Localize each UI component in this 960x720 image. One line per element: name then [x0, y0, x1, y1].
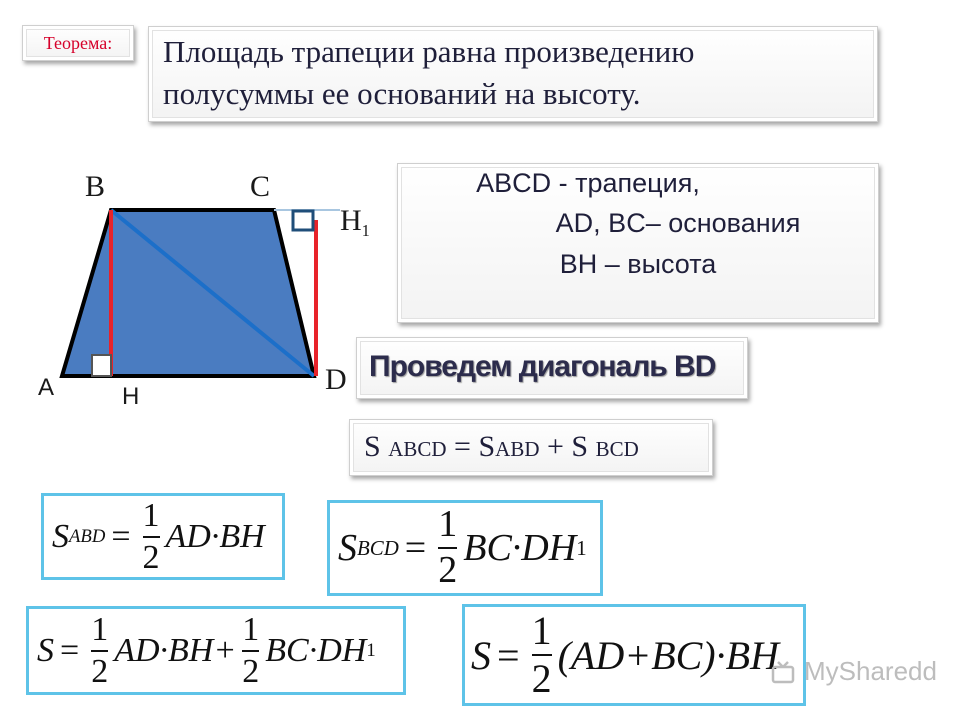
f2-num: 1 — [438, 503, 458, 546]
f1-num: 1 — [142, 496, 160, 534]
f3-num-2: 1 — [242, 610, 260, 648]
given-line-2: AD, BC– основания — [555, 208, 801, 238]
sum-s1: S — [364, 430, 381, 463]
f3-lhs: S — [37, 631, 54, 669]
f4-rhs: (AD+BC)·BH — [557, 632, 779, 678]
f4-fraction — [532, 610, 552, 700]
sum-s3: S — [571, 430, 589, 463]
f3-fraction-1 — [91, 612, 108, 689]
vertex-a-label: A — [38, 374, 55, 401]
f3-bar-1 — [91, 650, 108, 652]
watermark-text: MySharedd — [804, 656, 937, 686]
f1-lhs-sub: ABD — [69, 525, 106, 547]
right-angle-mark-h1 — [293, 211, 313, 230]
mysharedd-logo-icon — [770, 659, 796, 685]
sum-s1-sub: ABCD — [388, 437, 447, 461]
trapezoid-shape — [62, 210, 314, 376]
f1-bar — [143, 536, 160, 538]
sum-eq: = — [454, 430, 471, 463]
f4-den: 2 — [531, 656, 552, 701]
f2-rhs: BC·DH — [463, 527, 577, 569]
sum-s2: S — [478, 430, 496, 463]
theorem-line-1: Площадь трапеции равна произведению — [163, 34, 695, 69]
f2-eq: = — [404, 527, 427, 569]
formula-s-bcd — [327, 500, 603, 596]
f4-num: 1 — [531, 608, 552, 653]
sum-s3-sub: BCD — [595, 437, 639, 461]
sum-plus: + — [547, 430, 564, 463]
theorem-tag — [22, 25, 134, 61]
theorem-statement — [148, 26, 878, 122]
f1-fraction — [143, 498, 160, 575]
step-diagonal — [356, 337, 748, 399]
f2-fraction — [438, 505, 457, 591]
f1-den: 2 — [142, 538, 160, 576]
formula-s-abd — [41, 493, 285, 580]
f2-lhs-sub: BCD — [357, 535, 399, 560]
foot-h1-label — [340, 204, 370, 241]
f3-rhs-sub: 1 — [366, 639, 376, 661]
sum-s2-sub: ABD — [495, 437, 540, 461]
f3-fraction-2 — [242, 612, 259, 689]
f1-rhs: AD·BH — [165, 517, 265, 555]
vertex-d-label: D — [325, 363, 347, 396]
f3-num-1: 1 — [91, 610, 109, 648]
f3-eq: = — [60, 631, 80, 669]
watermark — [770, 656, 937, 687]
given-box — [397, 163, 879, 323]
f2-rhs-sub: 1 — [576, 535, 587, 560]
f3-bar-2 — [242, 650, 259, 652]
formula-s-final — [462, 604, 806, 706]
f3-den-2: 2 — [242, 652, 260, 690]
foot-h1-letter: H — [340, 204, 362, 237]
foot-h1-sub: 1 — [361, 220, 370, 240]
foot-h-label: H — [122, 383, 140, 410]
f3-rhs: BC·DH — [265, 631, 367, 669]
f2-den: 2 — [438, 549, 458, 591]
f2-lhs: S — [338, 527, 357, 569]
theorem-tag-label: Теорема: — [43, 32, 113, 53]
f4-eq: = — [497, 632, 520, 678]
vertex-c-label: C — [250, 170, 271, 203]
formula-s-total — [26, 606, 406, 695]
right-angle-mark-h — [92, 355, 111, 376]
given-line-3: BH – высота — [559, 249, 717, 279]
theorem-line-2: полусуммы ее оснований на высоту. — [163, 76, 641, 111]
f1-eq: = — [111, 517, 131, 555]
vertex-b-label: B — [85, 170, 106, 203]
f4-lhs: S — [471, 632, 491, 678]
f3-mid: AD·BH+ — [114, 631, 237, 669]
f3-den-1: 2 — [91, 652, 109, 690]
given-line-1: ABCD - трапеция, — [476, 168, 700, 198]
f1-lhs: S — [52, 517, 69, 555]
step-diagonal-label: Проведем диагональ BD — [369, 350, 716, 383]
area-sum-box — [349, 419, 713, 476]
